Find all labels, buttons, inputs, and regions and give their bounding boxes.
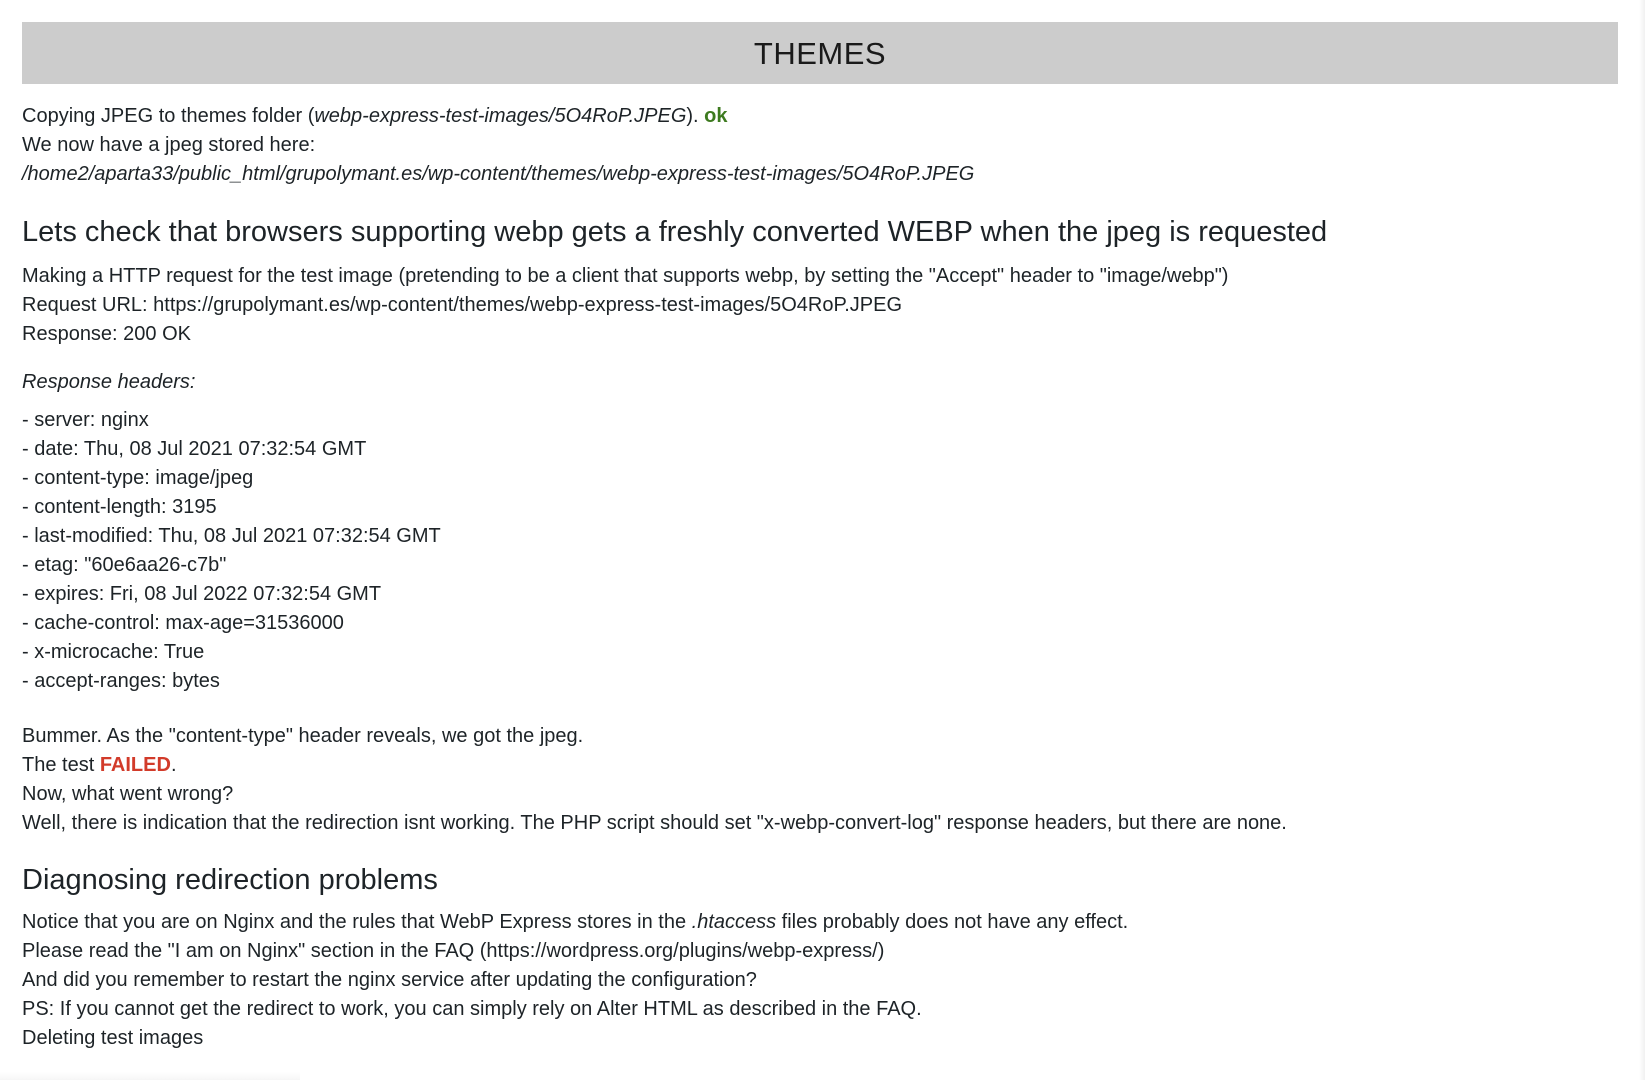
header-row: - etag: "60e6aa26-c7b" <box>22 554 227 576</box>
stored-line: We now have a jpeg stored here: <box>22 134 316 156</box>
what-went-wrong-line: Now, what went wrong? <box>22 783 234 805</box>
header-row: - server: nginx <box>22 409 149 431</box>
restart-line: And did you remember to restart the nginx service after updating the configuration? <box>22 969 757 991</box>
copy-line-prefix: Copying JPEG to themes folder ( <box>22 105 315 127</box>
section-title: THEMES <box>753 35 887 71</box>
copy-line-suffix: ). <box>686 105 705 127</box>
request-url: Request URL: https://grupolymant.es/wp-content/themes/webp-express-test-images/5O4RoP.JPEG <box>22 294 903 316</box>
section-header-themes <box>22 22 1618 84</box>
header-row: - x-microcache: True <box>22 641 205 663</box>
response-headers-label: Response headers: <box>22 371 196 393</box>
notice-suffix: files probably does not have any effect. <box>776 911 1129 933</box>
header-row: - content-type: image/jpeg <box>22 467 254 489</box>
test-report <box>22 22 1618 1053</box>
request-description: Making a HTTP request for the test image (pretending to be a client that supports webp, by setting the "Accept" header to "image/webp") <box>22 265 1229 287</box>
response-headers-list <box>22 406 1618 696</box>
header-row: - date: Thu, 08 Jul 2021 07:32:54 GMT <box>22 438 367 460</box>
page-right-edge <box>1639 0 1645 1080</box>
copy-line <box>22 102 1618 131</box>
diagnose-block <box>22 908 1618 1053</box>
deleting-line: Deleting test images <box>22 1027 204 1049</box>
copy-block <box>22 102 1618 189</box>
stored-path: /home2/aparta33/public_html/grupolymant.es/wp-content/themes/webp-express-test-images/5O4RoP.JPEG <box>22 163 975 185</box>
header-row: - last-modified: Thu, 08 Jul 2021 07:32:54 GMT <box>22 525 441 547</box>
header-row: - cache-control: max-age=31536000 <box>22 612 344 634</box>
header-row: - accept-ranges: bytes <box>22 670 220 692</box>
page-bottom-fade <box>0 1072 300 1080</box>
failed-status: FAILED <box>99 754 171 776</box>
test-result-suffix: . <box>170 754 177 776</box>
response-status: Response: 200 OK <box>22 323 191 345</box>
diagnose-heading: Diagnosing redirection problems <box>22 864 438 896</box>
notice-prefix: Notice that you are on Nginx and the rules that WebP Express stores in the <box>22 911 692 933</box>
ok-status: ok <box>704 105 728 127</box>
header-row: - content-length: 3195 <box>22 496 217 518</box>
test-result-line <box>22 751 1618 780</box>
bummer-line: Bummer. As the "content-type" header reveals, we got the jpeg. <box>22 725 584 747</box>
faq-line: Please read the "I am on Nginx" section in the FAQ (https://wordpress.org/plugins/webp-express/) <box>22 940 885 962</box>
indication-line: Well, there is indication that the redirection isnt working. The PHP script should set "x-webp-convert-log" response headers, but there are none. <box>22 812 1287 834</box>
result-block <box>22 722 1618 838</box>
ps-line: PS: If you cannot get the redirect to work, you can simply rely on Alter HTML as described in the FAQ. <box>22 998 922 1020</box>
nginx-notice-line <box>22 908 1618 937</box>
htaccess-term: .htaccess <box>691 911 777 933</box>
copy-line-path: webp-express-test-images/5O4RoP.JPEG <box>314 105 687 127</box>
test-result-prefix: The test <box>22 754 100 776</box>
header-row: - expires: Fri, 08 Jul 2022 07:32:54 GMT <box>22 583 382 605</box>
check-heading: Lets check that browsers supporting webp gets a freshly converted WEBP when the jpeg is requested <box>22 216 1328 248</box>
request-block <box>22 262 1618 349</box>
